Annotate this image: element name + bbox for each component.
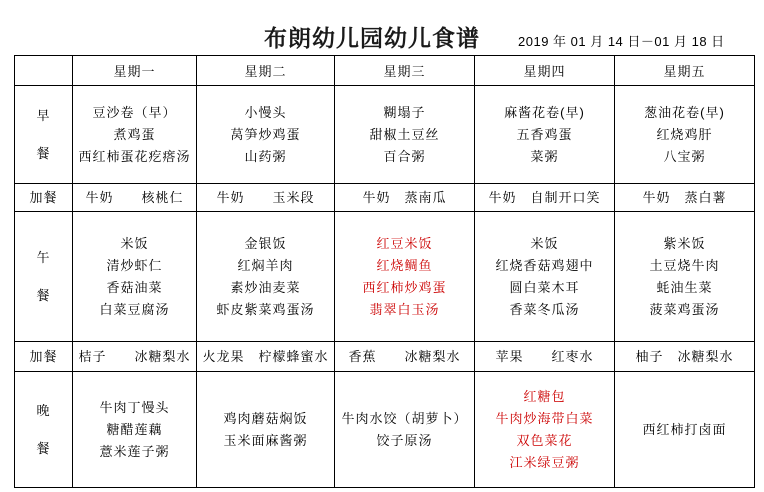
cell-breakfast-monday: 豆沙卷（早） 煮鸡蛋 西红柿蛋花疙瘩汤 <box>73 86 197 184</box>
cell-lunch-friday: 紫米饭 土豆烧牛肉 蚝油生菜 菠菜鸡蛋汤 <box>615 212 755 342</box>
cell-lunch-wednesday: 红豆米饭 红烧鲷鱼 西红柿炒鸡蛋 翡翠白玉汤 <box>335 212 475 342</box>
day-header-monday: 星期一 <box>73 56 197 86</box>
day-header-friday: 星期五 <box>615 56 755 86</box>
row-label-breakfast: 早 餐 <box>15 86 73 184</box>
menu-table <box>14 55 755 488</box>
row-label-dinner: 晚 餐 <box>15 372 73 488</box>
page-title: 布朗幼儿园幼儿食谱 <box>264 26 480 51</box>
cell-breakfast-wednesday: 糊塌子 甜椒土豆丝 百合粥 <box>335 86 475 184</box>
cell-breakfast-tuesday: 小慢头 莴笋炒鸡蛋 山药粥 <box>197 86 335 184</box>
cell-breakfast-thursday: 麻酱花卷(早) 五香鸡蛋 菜粥 <box>475 86 615 184</box>
table-row-afternoon-snack <box>15 342 755 372</box>
cell-breakfast-friday: 葱油花卷(早) 红烧鸡肝 八宝粥 <box>615 86 755 184</box>
table-row-dinner <box>15 372 755 488</box>
day-header-row <box>15 56 755 86</box>
day-header-thursday: 星期四 <box>475 56 615 86</box>
cell-dinner-friday: 西红柿打卤面 <box>615 372 755 488</box>
cell-afternoon-snack-monday: 桔子 冰糖梨水 <box>73 342 197 372</box>
day-header-wednesday: 星期三 <box>335 56 475 86</box>
corner-cell <box>15 56 73 86</box>
cell-morning-snack-wednesday: 牛奶 蒸南瓜 <box>335 184 475 212</box>
cell-morning-snack-thursday: 牛奶 自制开口笑 <box>475 184 615 212</box>
cell-dinner-tuesday: 鸡肉蘑菇焖饭 玉米面麻酱粥 <box>197 372 335 488</box>
day-header-tuesday: 星期二 <box>197 56 335 86</box>
cell-lunch-tuesday: 金银饭 红焖羊肉 素炒油麦菜 虾皮紫菜鸡蛋汤 <box>197 212 335 342</box>
cell-morning-snack-tuesday: 牛奶 玉米段 <box>197 184 335 212</box>
cell-dinner-thursday: 红糖包 牛肉炒海带白菜 双色菜花 江米绿豆粥 <box>475 372 615 488</box>
table-row-morning-snack <box>15 184 755 212</box>
cell-dinner-monday: 牛肉丁慢头 糖醋莲藕 薏米莲子粥 <box>73 372 197 488</box>
cell-dinner-wednesday: 牛肉水饺（胡萝卜） 饺子原汤 <box>335 372 475 488</box>
cell-afternoon-snack-tuesday: 火龙果 柠檬蜂蜜水 <box>197 342 335 372</box>
row-label-lunch: 午 餐 <box>15 212 73 342</box>
cell-lunch-thursday: 米饭 红烧香菇鸡翅中 圆白菜木耳 香菜冬瓜汤 <box>475 212 615 342</box>
table-row-lunch <box>15 212 755 342</box>
cell-morning-snack-friday: 牛奶 蒸白薯 <box>615 184 755 212</box>
cell-lunch-monday: 米饭 清炒虾仁 香菇油菜 白菜豆腐汤 <box>73 212 197 342</box>
cell-afternoon-snack-wednesday: 香蕉 冰糖梨水 <box>335 342 475 372</box>
row-label-morning-snack: 加餐 <box>15 184 73 212</box>
table-row-breakfast <box>15 86 755 184</box>
row-label-afternoon-snack: 加餐 <box>15 342 73 372</box>
cell-afternoon-snack-friday: 柚子 冰糖梨水 <box>615 342 755 372</box>
cell-morning-snack-monday: 牛奶 核桃仁 <box>73 184 197 212</box>
date-range: 2019 年 01 月 14 日－01 月 18 日 <box>518 34 725 49</box>
cell-afternoon-snack-thursday: 苹果 红枣水 <box>475 342 615 372</box>
